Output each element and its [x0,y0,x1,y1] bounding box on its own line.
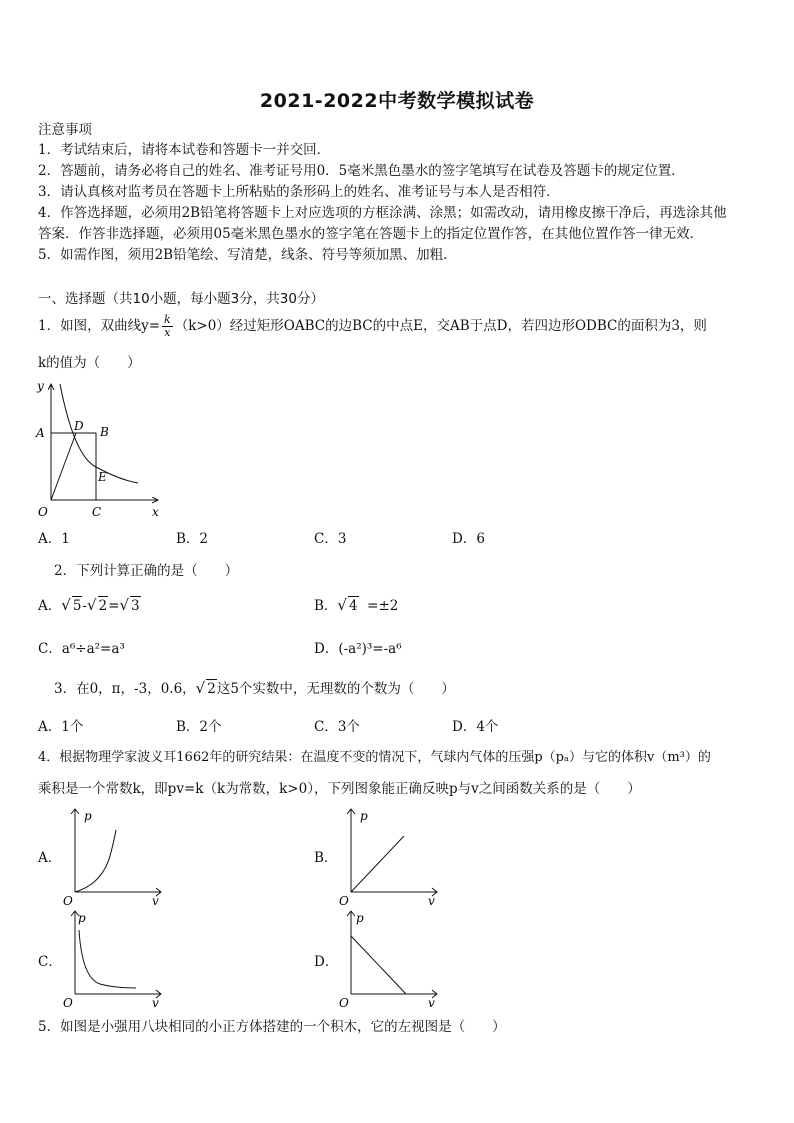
q2-option-a [38,596,141,615]
q3-stem [54,679,455,698]
q4-option-b-label: B． [314,850,338,866]
q2-a-equals: = [108,598,120,614]
q2-option-c: C．a⁶÷a²=a³ [38,641,125,657]
q4-b-label-o: O [339,894,349,906]
notice-item-5: 5．如需作图，须用2B铅笔绘、写清楚，线条、符号等须加黑、加粗． [38,247,457,263]
notice-item-4-cont: 答案．作答非选择题，必须用05毫米黑色墨水的签字笔在答题卡上的指定位置作答，在其他位置作答一律无效． [38,226,704,242]
q1-label-c: C [92,505,102,519]
q1-rectangle [51,433,96,500]
q4-d-label-v: v [428,996,435,1008]
q2-a-radicand-1: 5 [72,598,82,614]
q1-label-y: y [37,379,44,393]
q2-a-label: A． [38,598,62,614]
q4-a-label-o: O [63,894,73,906]
q4-graph-b [336,806,441,906]
q1-prefix: 1．如图，双曲线y= [38,318,161,334]
q1-segment-od [51,433,76,500]
q1-label-a: A [36,426,45,440]
notice-item-2: 2．答题前，请务必将自己的姓名、准考证号用0．5毫米黑色墨水的签字笔填写在试卷及答题卡的规定位置． [38,163,685,179]
radical-sign: √ [119,596,129,614]
q1-option-a: A．1 [38,531,70,547]
notice-heading: 注意事项 [38,122,92,138]
q1-figure [34,378,169,520]
q1-label-d: D [74,419,84,433]
q1-option-d: D．6 [452,531,485,547]
q3-suffix: 这5个实数中，无理数的个数为（ ） [216,681,455,697]
q2-option-d: D．(-a²)³=-a⁶ [314,641,402,657]
q4-graph-d [336,908,441,1008]
notice-item-4: 4．作答选择题，必须用2B铅笔将答题卡上对应选项的方框涂满、涂黑；如需改动，请用橡皮擦干净后，再选涂其他 [38,205,727,221]
q1-frac-num: k [164,313,171,326]
q2-a-radicand-2: 2 [98,598,108,614]
q1-option-b: B．2 [176,531,209,547]
q1-suffix: （k>0）经过矩形OABC的边BC的中点E，交AB于点D，若四边形ODBC的面积为3，则 [174,318,707,334]
q1-option-c: C．3 [314,531,347,547]
q4-b-line [351,836,404,892]
q1-fraction [162,314,173,339]
radical-sign: √ [195,679,206,697]
q4-c-label-o: O [63,996,73,1008]
q4-d-line [351,936,406,994]
q2-b-radicand: 4 [348,598,358,614]
radical-sign: √ [61,596,71,614]
q2-b-tail: =±2 [367,598,399,614]
q4-a-label-p: p [84,809,92,823]
q4-b-label-v: v [428,894,435,906]
q1-label-o: O [38,505,48,519]
q2-stem: 2．下列计算正确的是（ ） [54,563,239,579]
q1-stem-line2: k的值为（ ） [38,355,141,371]
q1-label-e: E [98,470,107,484]
q2-option-b [314,596,398,615]
q3-radicand: 2 [207,681,216,697]
q1-frac-den: x [164,326,171,339]
q3-option-d: D．4个 [452,719,499,735]
q3-prefix: 3．在0，π，-3，0.6， [54,681,196,697]
q3-option-b: B．2个 [176,719,222,735]
page-title: 2021-2022中考数学模拟试卷 [259,90,535,112]
q4-stem-line1: 4．根据物理学家波义耳1662年的研究结果：在温度不变的情况下，气球内气体的压强p（pₐ）与它的体积v（m³）的 [38,750,711,765]
q4-graph-c [60,908,165,1008]
q1-stem [38,312,707,340]
q4-d-label-p: p [356,911,364,925]
radical-sign: √ [337,596,347,614]
q2-b-label: B． [314,598,338,614]
q4-option-a-label: A． [38,850,62,866]
q4-option-c-label: C． [38,954,62,970]
q1-label-b: B [100,425,109,439]
notice-item-1: 1．考试结束后，请将本试卷和答题卡一并交回． [38,142,331,158]
q4-a-curve [75,830,116,892]
q5-stem: 5．如图是小强用八块相同的小正方体搭建的一个积木，它的左视图是（ ） [38,1019,506,1035]
q3-option-c: C．3个 [314,719,360,735]
notice-item-3: 3．请认真核对监考员在答题卡上所粘贴的条形码上的姓名、准考证号与本人是否相符． [38,184,560,200]
q2-a-radicand-3: 3 [131,598,140,614]
q4-graph-a [60,806,165,906]
radical-sign: √ [86,596,97,614]
q4-stem-line2: 乘积是一个常数k，即pv=k（k为常数，k>0），下列图象能正确反映p与v之间函数关系的是（ ） [38,781,641,797]
q4-option-d-label: D． [314,954,339,970]
q1-label-x: x [152,505,159,519]
q4-d-label-o: O [339,996,349,1008]
q4-c-label-v: v [152,996,159,1008]
q3-option-a: A．1个 [38,719,84,735]
q4-c-curve [79,930,136,988]
section-heading: 一、选择题（共10小题，每小题3分，共30分） [38,291,324,307]
q4-b-label-p: p [360,809,368,823]
q2-a-minus: - [82,598,87,614]
q4-c-label-p: p [78,911,86,925]
q4-a-label-v: v [152,894,159,906]
